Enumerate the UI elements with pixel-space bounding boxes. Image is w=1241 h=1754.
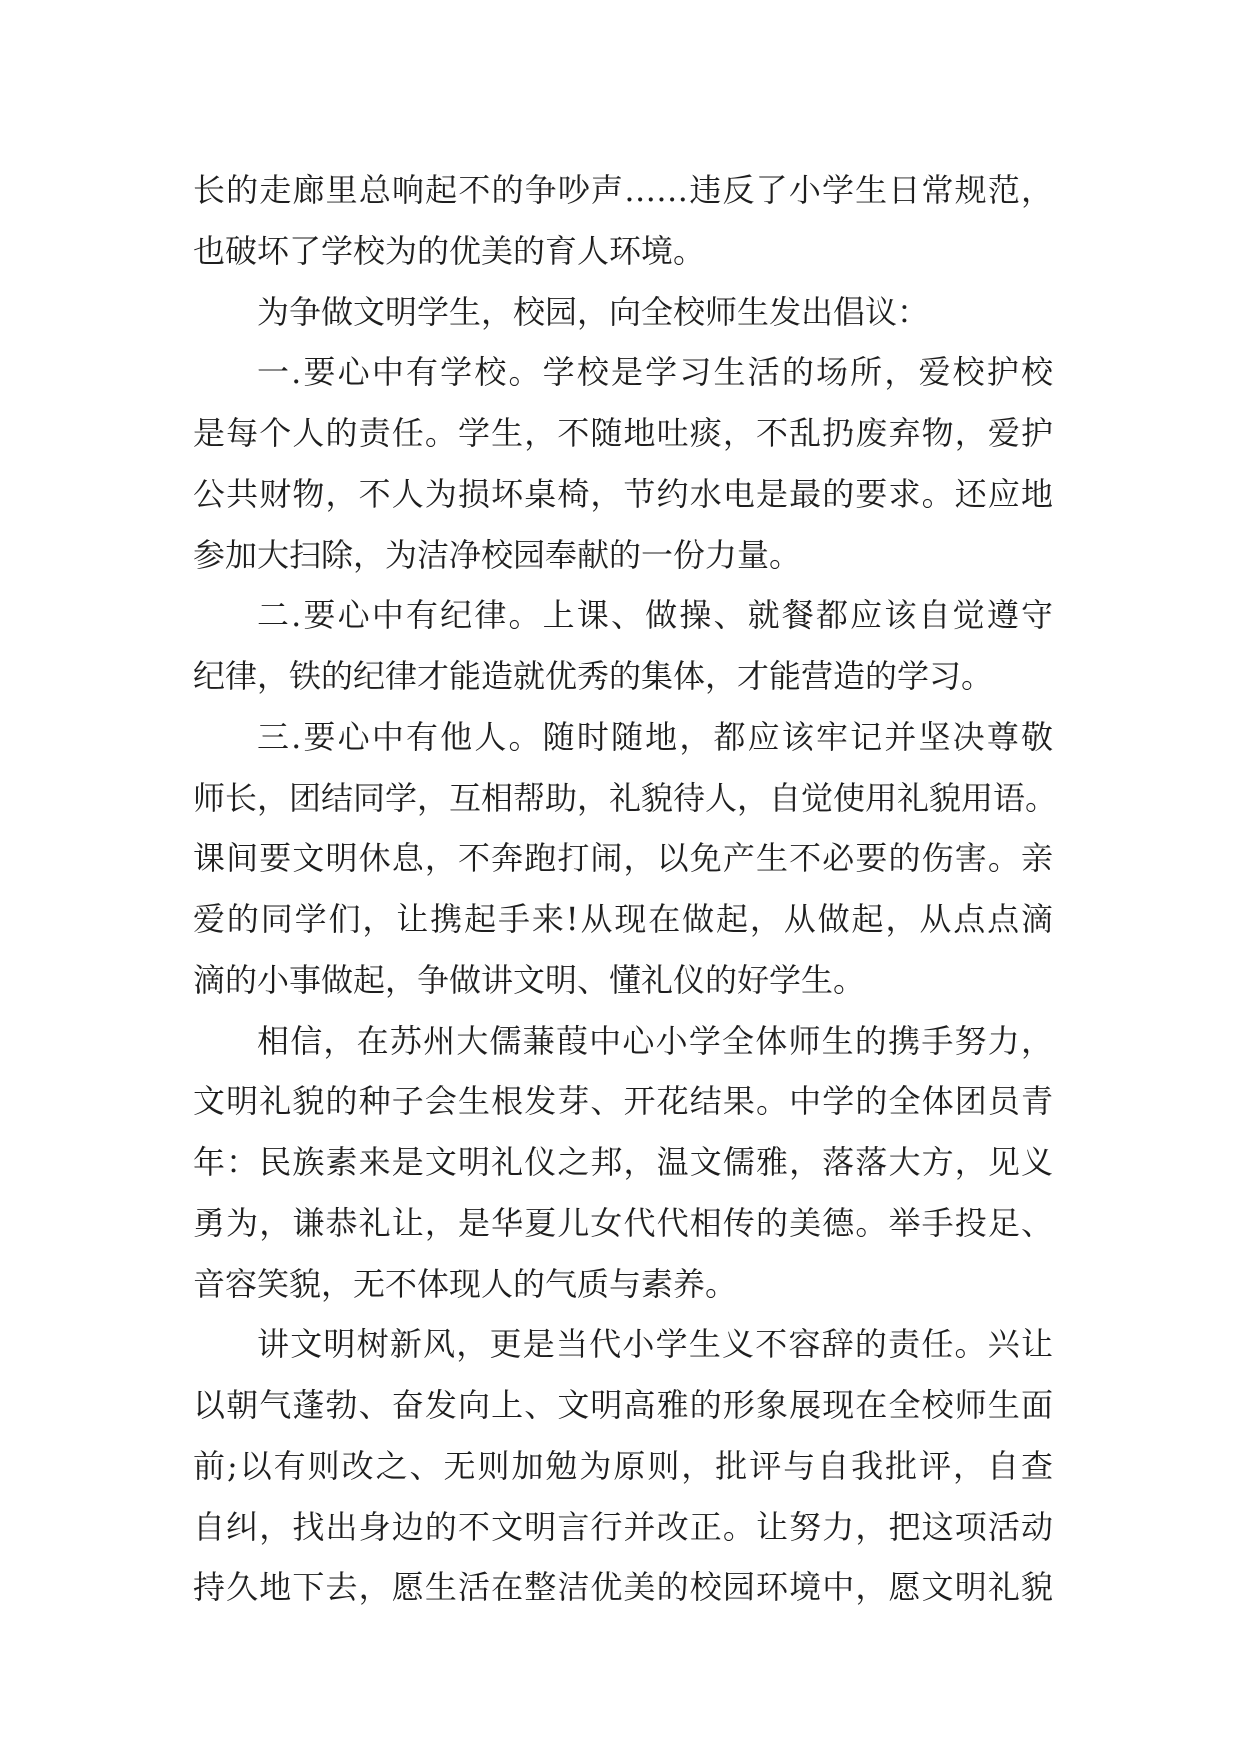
text-line: 文明礼貌的种子会生根发芽、开花结果。中学的全体团员青 xyxy=(193,1082,1053,1121)
text-line: 师长，团结同学，互相帮助，礼貌待人，自觉使用礼貌用语。 xyxy=(193,778,1058,817)
text-line: 勇为，谦恭礼让，是华夏儿女代代相传的美德。举手投足、 xyxy=(193,1203,1053,1242)
text-line: 是每个人的责任。学生，不随地吐痰，不乱扔废弃物，爱护 xyxy=(193,414,1053,452)
text-line: 三.要心中有他人。随时随地，都应该牢记并坚决尊敬 xyxy=(257,717,1053,756)
text-line: 音容笑貌，无不体现人的气质与素养。 xyxy=(193,1264,738,1303)
text-line: 自纠，找出身边的不文明言行并改正。让努力，把这项活动 xyxy=(193,1507,1053,1546)
text-line: 也破坏了学校为的优美的育人环境。 xyxy=(193,231,706,270)
text-line: 一.要心中有学校。学校是学习生活的场所，爱校护校 xyxy=(257,353,1053,392)
text-line: 为争做文明学生，校园，向全校师生发出倡议： xyxy=(257,292,930,331)
text-line: 持久地下去，愿生活在整洁优美的校园环境中，愿文明礼貌 xyxy=(193,1568,1053,1607)
text-line: 纪律，铁的纪律才能造就优秀的集体，才能营造的学习。 xyxy=(193,657,994,695)
text-line: 爱的同学们，让携起手来!从现在做起，从做起，从点点滴 xyxy=(193,900,1053,938)
text-line: 相信，在苏州大儒蒹葭中心小学全体师生的携手努力， xyxy=(257,1021,1053,1060)
text-line: 讲文明树新风，更是当代小学生义不容辞的责任。兴让 xyxy=(257,1325,1053,1364)
body-text xyxy=(193,160,1058,1618)
text-line: 参加大扫除，为洁净校园奉献的一份力量。 xyxy=(193,535,802,574)
text-line: 年：民族素来是文明礼仪之邦，温文儒雅，落落大方，见义 xyxy=(193,1143,1053,1181)
text-line: 前;以有则改之、无则加勉为原则，批评与自我批评，自查 xyxy=(193,1446,1053,1485)
text-line: 滴的小事做起，争做讲文明、懂礼仪的好学生。 xyxy=(193,960,866,999)
text-line: 以朝气蓬勃、奋发向上、文明高雅的形象展现在全校师生面 xyxy=(193,1386,1053,1424)
text-line: 长的走廊里总响起不的争吵声……违反了小学生日常规范， xyxy=(193,171,1053,209)
text-line: 课间要文明休息，不奔跑打闹，以免产生不必要的伤害。亲 xyxy=(193,839,1053,878)
text-line: 二.要心中有纪律。上课、做操、就餐都应该自觉遵守 xyxy=(257,596,1053,635)
text-line: 公共财物，不人为损坏桌椅，节约水电是最的要求。还应地 xyxy=(193,474,1053,513)
